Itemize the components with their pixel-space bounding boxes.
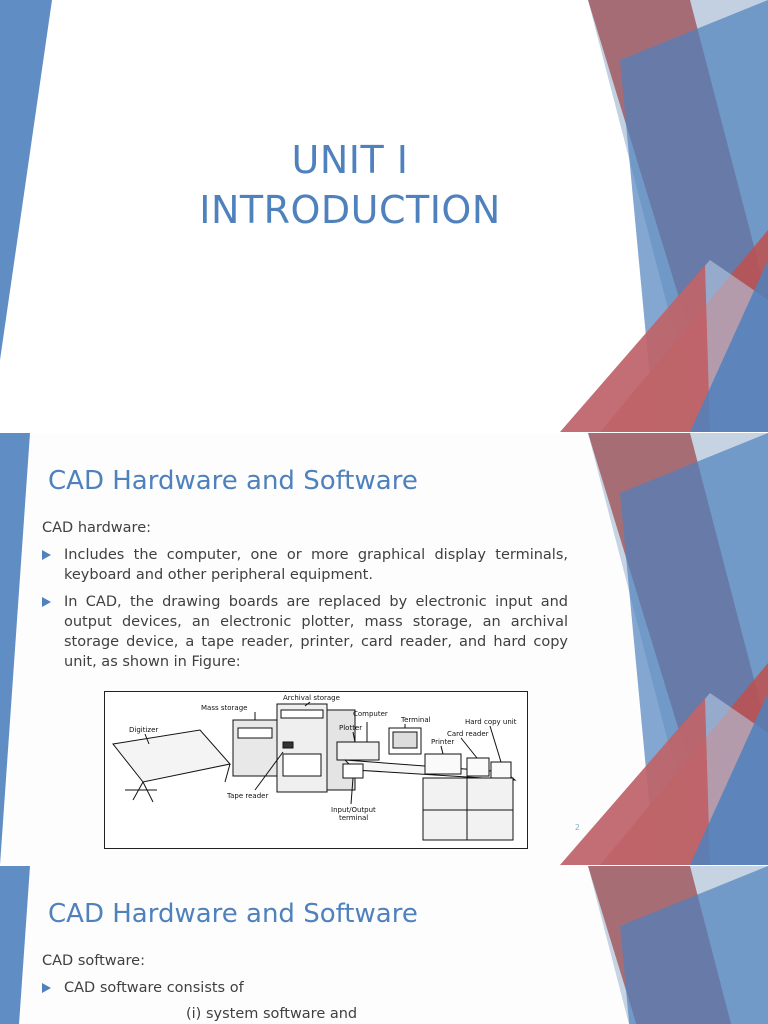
sub-list-item: (i) system software and — [186, 1006, 358, 1022]
bullet-text: CAD software consists of — [64, 980, 244, 996]
label-io-terminal-2: terminal — [339, 814, 369, 822]
label-terminal: Terminal — [401, 716, 431, 724]
label-card-reader: Card reader — [447, 730, 489, 738]
label-plotter: Plotter — [339, 724, 363, 732]
slide-decoration — [0, 866, 768, 1024]
bullet-text: Includes the computer, one or more graphical display terminals, keyboard and other peripheral equipment. — [64, 547, 568, 583]
bullet-arrow-icon — [42, 597, 51, 607]
label-mass-storage: Mass storage — [201, 704, 248, 712]
slide-number: 2 — [574, 823, 580, 832]
slide-title-line-1: UNIT I — [291, 138, 409, 182]
label-io-terminal-1: Input/Output — [331, 806, 376, 814]
section-intro: CAD hardware: — [42, 520, 151, 536]
cad-hardware-figure — [104, 691, 528, 849]
bullet-arrow-icon — [42, 550, 51, 560]
label-computer: Computer — [353, 710, 388, 718]
bullet-item — [42, 978, 568, 998]
slide-heading: CAD Hardware and Software — [48, 466, 418, 496]
bullet-item — [42, 545, 568, 585]
section-intro: CAD software: — [42, 953, 145, 969]
slide-title-line-2: INTRODUCTION — [199, 188, 501, 232]
slide-heading: CAD Hardware and Software — [48, 899, 418, 929]
cad-hardware-illustration — [105, 692, 527, 848]
label-tape-reader: Tape reader — [227, 792, 269, 800]
title-slide — [0, 0, 768, 432]
bullet-item — [42, 592, 568, 672]
label-digitizer: Digitizer — [129, 726, 159, 734]
bullet-text: In CAD, the drawing boards are replaced by electronic input and output devices, an electronic plotter, mass storage, an archival storage device, a tape reader, printer, card reader, and hard copy unit, as shown in Figure: — [64, 594, 568, 670]
label-archival-storage: Archival storage — [283, 694, 340, 702]
content-slide-hardware — [0, 433, 768, 865]
content-slide-software — [0, 866, 768, 1024]
label-printer: Printer — [431, 738, 455, 746]
bullet-arrow-icon — [42, 983, 51, 993]
label-hard-copy-unit: Hard copy unit — [465, 718, 517, 726]
